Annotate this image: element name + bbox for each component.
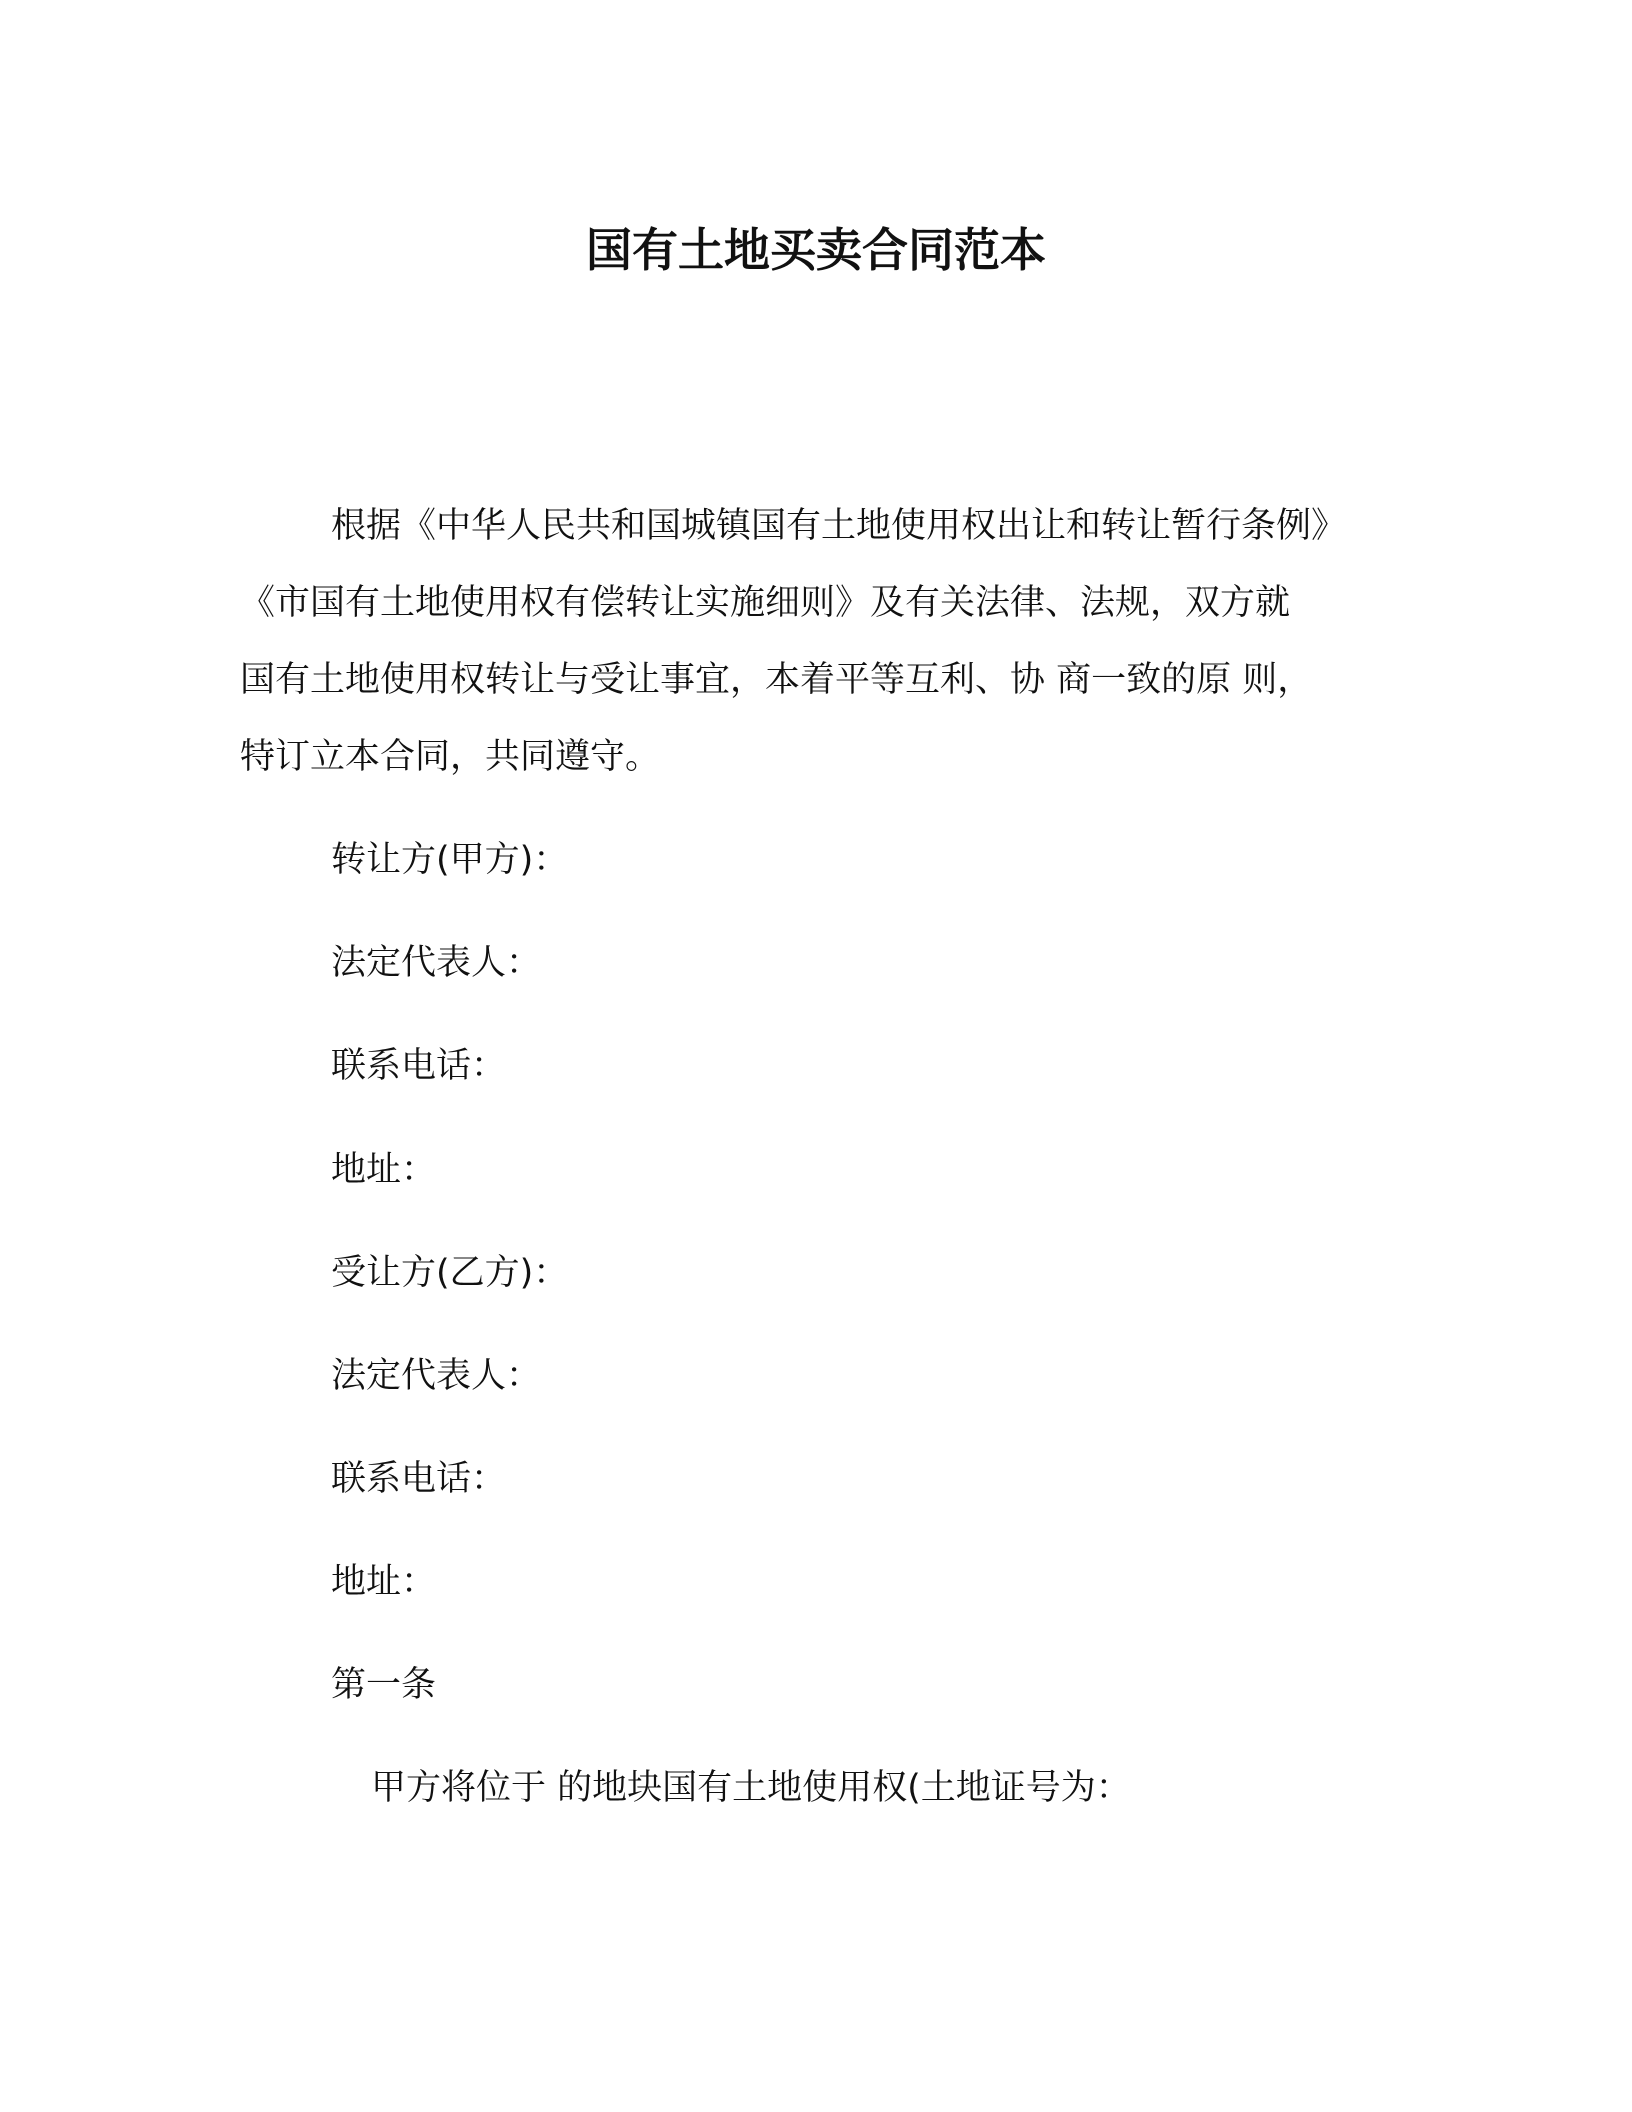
party-a-representative: 法定代表人： — [331, 943, 542, 983]
party-b-representative: 法定代表人： — [331, 1356, 542, 1396]
preamble-line: 根据《中华人民共和国城镇国有土地使用权出让和转让暂行条例》 — [331, 506, 1347, 546]
party-a-label: 转让方(甲方)： — [331, 840, 569, 880]
article-1-heading: 第一条 — [331, 1665, 437, 1705]
page-title: 国有土地买卖合同范本 — [586, 223, 1046, 277]
party-b-phone: 联系电话： — [331, 1459, 507, 1499]
article-1-text: 甲方将位于 的地块国有土地使用权(土地证号为： — [371, 1768, 1131, 1808]
preamble-line: 特订立本合同，共同遵守。 — [240, 737, 661, 777]
party-a-phone: 联系电话： — [331, 1046, 507, 1086]
preamble-line: 《市国有土地使用权有偿转让实施细则》及有关法律、法规，双方就 — [240, 583, 1291, 623]
party-b-label: 受让方(乙方)： — [331, 1253, 569, 1293]
party-a-address: 地址： — [331, 1150, 437, 1190]
preamble-line: 国有土地使用权转让与受让事宜，本着平等互利、协 商一致的原 则， — [240, 660, 1313, 700]
party-b-address: 地址： — [331, 1562, 437, 1602]
